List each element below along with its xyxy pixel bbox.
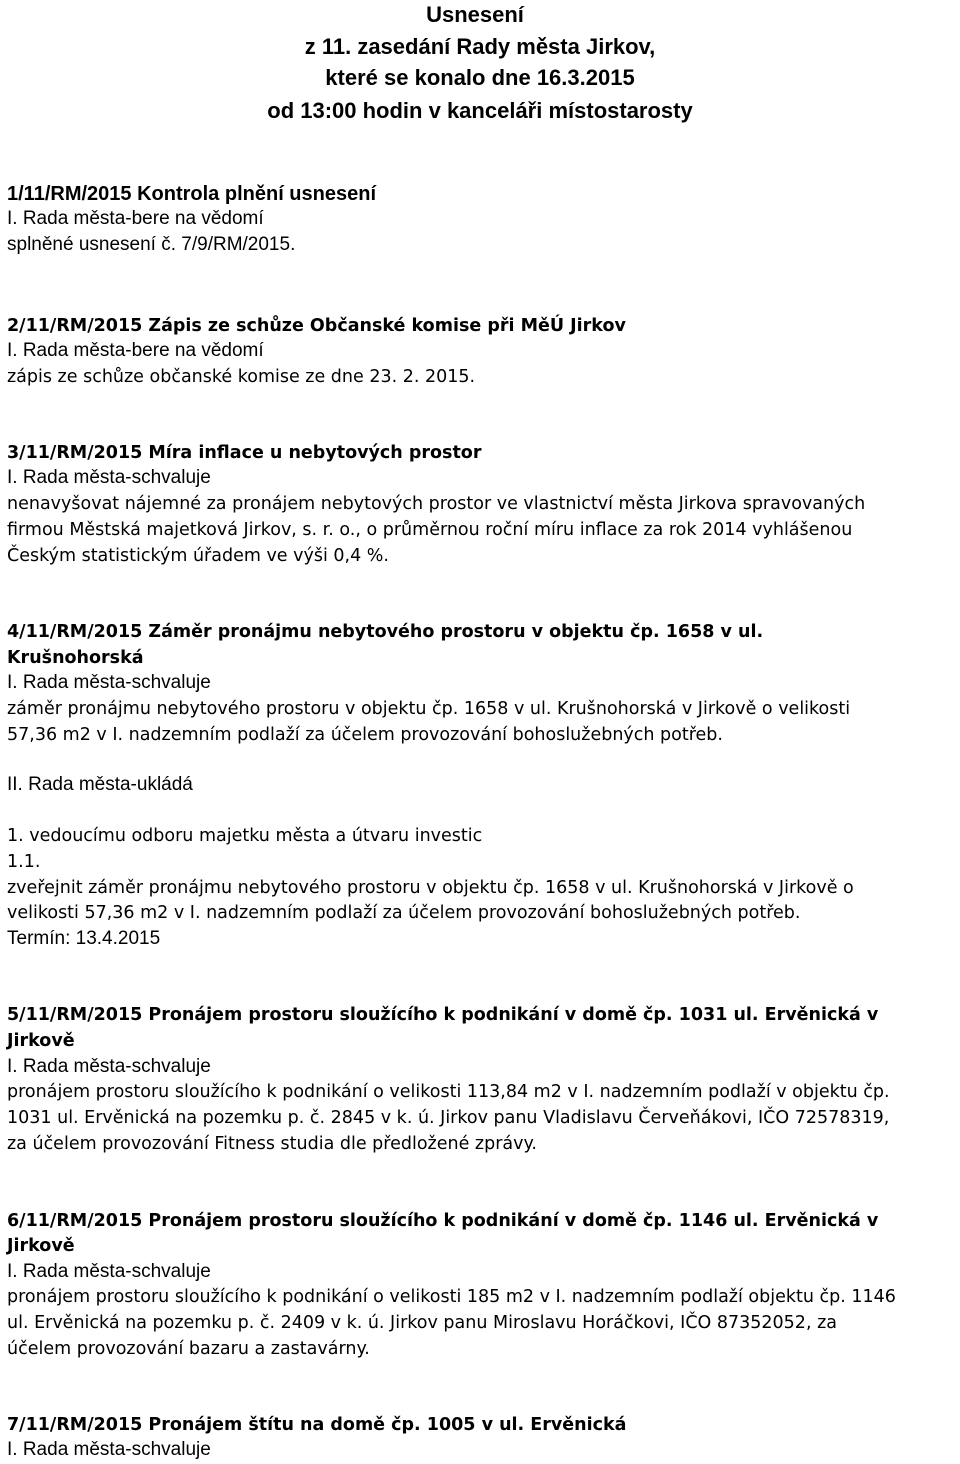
resolution-7-action: I. Rada města-schvaluje	[7, 1439, 211, 1460]
document-subtitle-meeting: z 11. zasedání Rady města Jirkov,	[304, 34, 656, 59]
resolution-6-heading: 6/11/RM/2015 Pronájem prostoru sloužícího k podnikání v domě čp. 1146 ul. Ervěnická v	[7, 1211, 879, 1231]
resolution-4-text2-line: velikosti 57,36 m2 v I. nadzemním podlaží za účelem provozování bohoslužebných potřeb.	[7, 903, 801, 923]
resolution-3-text-line: Českým statistickým úřadem ve výši 0,4 %.	[7, 546, 389, 566]
resolution-6-text-line: ul. Ervěnická na pozemku p. č. 2409 v k. ú. Jirkov panu Miroslavu Horáčkovi, IČO 87352052, za	[7, 1313, 837, 1333]
resolution-5-text-line: za účelem provozování Fitness studia dle předložené zprávy.	[7, 1134, 537, 1154]
document-title: Usnesení	[426, 2, 524, 27]
resolution-4-text2-line: zveřejnit záměr pronájmu nebytového prostoru v objektu čp. 1658 v ul. Krušnohorská v Jirkově o	[7, 878, 854, 898]
resolution-4-action-2: II. Rada města-ukládá	[7, 774, 193, 795]
resolution-6-action: I. Rada města-schvaluje	[7, 1261, 211, 1282]
document-subtitle-date: které se konalo dne 16.3.2015	[325, 65, 635, 90]
resolution-1-heading: 1/11/RM/2015 Kontrola plnění usnesení	[7, 183, 377, 205]
resolution-4-sub-1-1: 1.1.	[7, 852, 41, 872]
document-subtitle-place: od 13:00 hodin v kanceláři místostarosty	[267, 98, 693, 123]
resolution-2-text: zápis ze schůze občanské komise ze dne 23. 2. 2015.	[7, 367, 476, 387]
resolution-4-deadline: Termín: 13.4.2015	[7, 928, 161, 949]
resolution-3-action: I. Rada města-schvaluje	[7, 467, 211, 488]
resolution-1-text: splněné usnesení č. 7/9/RM/2015.	[7, 234, 296, 255]
resolution-3-text-line: firmou Městská majetková Jirkov, s. r. o., o průměrnou roční míru inflace za rok 2014 vyhlášenou	[7, 520, 853, 540]
resolution-5-text-line: 1031 ul. Ervěnická na pozemku p. č. 2845 v k. ú. Jirkov panu Vladislavu Červeňákovi, IČO 72578319,	[7, 1108, 890, 1128]
resolution-5-text-line: pronájem prostoru sloužícího k podnikání o velikosti 113,84 m2 v I. nadzemním podlaží v objektu čp.	[7, 1082, 890, 1102]
resolution-6-text-line: pronájem prostoru sloužícího k podnikání o velikosti 185 m2 v I. nadzemním podlaží objektu čp. 1146	[7, 1287, 896, 1307]
resolution-2-heading: 2/11/RM/2015 Zápis ze schůze Občanské komise při MěÚ Jirkov	[7, 316, 626, 336]
resolution-4-sub-1: 1. vedoucímu odboru majetku města a útvaru investic	[7, 826, 483, 846]
resolution-4-action: I. Rada města-schvaluje	[7, 672, 211, 693]
resolution-4-text-line: 57,36 m2 v I. nadzemním podlaží za účelem provozování bohoslužebných potřeb.	[7, 725, 723, 745]
resolution-4-heading: 4/11/RM/2015 Záměr pronájmu nebytového prostoru v objektu čp. 1658 v ul.	[7, 622, 764, 642]
resolution-2-action: I. Rada města-bere na vědomí	[7, 340, 264, 361]
resolution-5-heading-cont: Jirkově	[7, 1031, 75, 1051]
resolution-4-text-line: záměr pronájmu nebytového prostoru v objektu čp. 1658 v ul. Krušnohorská v Jirkově o velikosti	[7, 699, 851, 719]
resolution-4-heading-cont: Krušnohorská	[7, 648, 144, 668]
resolution-6-heading-cont: Jirkově	[7, 1236, 75, 1256]
resolution-3-text-line: nenavyšovat nájemné za pronájem nebytových prostor ve vlastnictví města Jirkova spravovaných	[7, 494, 866, 514]
resolution-5-heading: 5/11/RM/2015 Pronájem prostoru sloužícího k podnikání v domě čp. 1031 ul. Ervěnická v	[7, 1005, 879, 1025]
resolution-7-heading: 7/11/RM/2015 Pronájem štítu na domě čp. 1005 v ul. Ervěnická	[7, 1415, 627, 1435]
resolution-3-heading: 3/11/RM/2015 Míra inflace u nebytových prostor	[7, 443, 482, 463]
resolution-5-action: I. Rada města-schvaluje	[7, 1056, 211, 1077]
resolution-6-text-line: účelem provozování bazaru a zastavárny.	[7, 1339, 370, 1359]
resolution-1-action: I. Rada města-bere na vědomí	[7, 208, 264, 229]
